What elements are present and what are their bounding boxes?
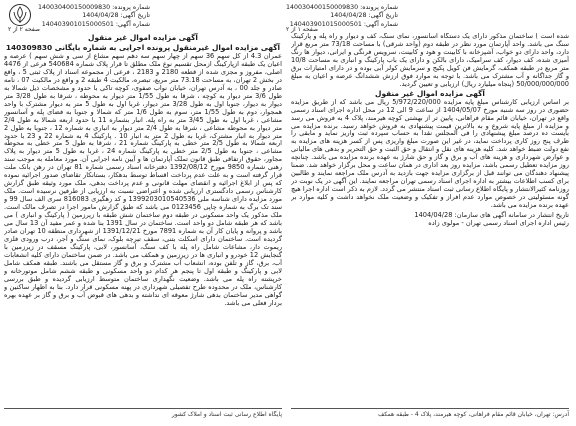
signature: رئیس اداره اجرای اسناد رسمی تهران - مولوی زاده: [428, 218, 569, 227]
notice-date: تاریخ آگهی: 1404/04/28: [330, 12, 399, 20]
publish-date: تاریخ انتشار در سامانه آگهی های سازمان: 1404/04/28: [414, 211, 569, 220]
notice-title: آگهی مزایده اموال غیر منقول: [88, 33, 198, 42]
footer-text: پایگاه اطلاع رسانی ثبت اسناد و املاک کشور: [171, 411, 282, 418]
left-column: [4, 33, 282, 409]
notice-number: شماره آگهی: 140403901015000501: [41, 20, 151, 28]
footer-divider: [291, 408, 569, 409]
right-column: [291, 33, 569, 409]
file-number: شماره پرونده: 140030400150009830: [38, 4, 151, 11]
body-paragraph: عمران 4.3 از کل سهم 36 سهم از چهار سهم سه دهم سهم مشاع از سی و شش سهم ) عرصه و اعیان یک طبقه ازپارکینگ ازمحل تقسیم نوع ملک مطلق تا قرار پلاک شماره 540684 فرعی از 4476 اصلی، مفروز و مجزی شده از قطعه 2180 و 2183 ، فرعی از مجموعه اسناد از پلاک ثبتی 5 ، واقع در بخش 2 تهران، به مساحت 73.18 متر مربع، تبصره، مالکیت 4 طبقه 2 و واقع در مالکیت 07 ، نامه صادر و جلد 00 ، به آدرس تهران، خیابان نواب صفوی، کوچه تاکی با حدود و مشخصات ذیل شمالا به طول 3/6 متر دیوار به کوچه ، شرقا به طول 1/55 متر دیوار به محوطه ، شرقا به طول 3/28 متر دیوار به دیوار، جنوبا اول به طول 3/28 متر دیوار، غربا اول به طول 5 متر به دیوار مشترک با واحد همجوار، دوم به طول 1/55 متر، سوم به طول 1/6 متر که شمالا و جنوبا به فضای پله و آسانسور مشاعی ، غربا اول به طول 3/45 متر به راه پله. انبار بشماره 11 با حدود اربعه شمالا به طول 2/4 متر دیوار به محوطه مشاعی ، شرقا به طول 2/4 متر دیوار به انباری به شماره 12 ، جنوبا به طول 2 متر دیوار به انبار مشترک، غربا به طول 2 متر به انبار 10 . پارکینگ 4 به شماره 22 و 23 با حدود اربعه شمالا به طول 2/5 متر خطی به پارکینگ شماره 21 ، شرقا به طول 5 متر خطی به محوطه مشاعی ، جنوبا به طول 2/5 متر خطی به پارکینگ شماره 24 ، غربا به طول 5 متر دیوار به پلاک مجاور، حقوق ارتفاقی طبق قانون تملک آپارتمان ها و آیین نامه اجرایی آن. مورد معامله به موجب سند رهنی شماره 9850 مورخ 1392/08/12 دفترخانه اسناد رسمی شماره 81 تهران در رهن بانک ملت قرار گرفته است و به علت عدم پرداخت اقساط توسط بدهکار، بستانکار تقاضای صدور اجرائیه نموده که پس از ابلاغ اجرائیه و انقضای مهلت قانونی و عدم پرداخت بدهی، ملک مورد وثیقه طبق گزارش کارشناس رسمی دادگستری ارزیابی شده و اعتراضی نسبت به ارزیابی از طرفین نرسیده است. ملک مورد مزایده دارای شناسه ملی 1399203010540536 و کد رهگیری 816083 سری الف سال 99 و سند تک برگ به شماره چاپی 0123456 می باشد که طبق گزارش مامور اجرا در تصرف مالک است. ملک مذکور یک واحد مسکونی در طبقه دوم ساختمان شش طبقه با زیرزمین ( پارکینگ و انباری ) می باشد که هر طبقه شامل دو واحد است. ساختمان در سال 1391 بنا شده و عمر مفید آن 13 سال می باشد و پروانه و پایان کار آن به شماره 7891 مورخ 1391/12/21 از شهرداری منطقه 10 تهران صادر گردیده است. ساختمان دارای اسکلت بتنی، سقف تیرچه بلوک، نمای سنگ و آجر، درب ورودی فلزی ریموت دار، مشاعات شامل راه پله با کف سنگ، آسانسور، لابی، پارکینگ مسقف در زیرزمین با گنجایش 12 خودرو و انباری ها در زیرزمین و همکف می باشد. در ضمن ساختمان دارای کلیه انشعابات آب، برق، گاز و تلفن بوده، انشعاب آب مشترک و برق و گاز مستقل می باشند. طبقه همکف شامل لابی و پارکینگ و طبقه اول تا پنجم هر کدام دو واحد مسکونی و طبقه ششم شامل موتورخانه و خرپشته راه پله می باشد. وضعیت نگهداری ساختمان متوسط ارزیابی گردیده و طبق بررسی کارشناس، ملک در محدوده طرح تفصیلی شهرداری در پهنه مسکونی قرار دارد. بنا به اظهار ساکنین و گواهی مدیر ساختمان بدهی شارژ معوقه ای نداشته و بدهی های قبوض آب و برق و گاز بر عهده بهره بردار فعلی می باشد.: [4, 52, 282, 307]
notice-date: تاریخ آگهی: 1404/04/28: [82, 12, 151, 20]
footer-text: آدرس: تهران، خیابان قائم مقام فراهانی، کوچه هیرمند، پلاک 4 - طبقه همکف: [378, 411, 569, 418]
notice-subtitle: آگهی مزایده اموال غیرمنقول پرونده اجرایی به شماره بایگانی 140309830: [5, 43, 281, 52]
body-paragraph: بر اساس ارزیابی کارشناس مبلغ پایه مزایده 5/972/220/000 ریال می باشد که از طریق مزایده حضوری در روز سه شنبه مورخ 1404/05/07 از ساعت 9 الی 12 در محل اداره اجرای اسناد رسمی واقع در تهران، خیابان قائم مقام فراهانی، پایین تر از بهشتی کوچه هیرمند، پلاک 4 به فروش می رسد و مزایده از مبلغ پایه شروع و به بالاترین قیمت پیشنهادی به فروش خواهد رسید. برنده مزایده می بایست ده درصد مبلغ پیشنهادی را فی المجلس نقدا به حساب سپرده ثبت واریز نماید و مابقی را ظرف پنج روز کاری پرداخت نماید، در غیر این صورت مبلغ واریزی پس از کسر هزینه های مزایده به نفع دولت ضبط خواهد شد. کلیه هزینه های نقل و انتقال و حق الثبت و حق التحریر و بدهی های مالیاتی و عوارض شهرداری و هزینه های آب و برق و گاز و حق شارژ به عهده برنده مزایده می باشد. چنانچه روز مزایده تعطیل رسمی باشد، مزایده روز بعد اداری در همان ساعت و محل برگزار خواهد شد. ضمنا پیشنهاد دهندگان می توانند قبل از برگزاری مزایده جهت بازدید به آدرس ملک مراجعه نمایند و طالبین برای کسب اطلاعات بیشتر به اداره اجرای اسناد رسمی تهران مراجعه نمایند. این آگهی در یک نوبت در روزنامه کثیرالانتشار و پایگاه اطلاع رسانی ثبت اسناد منتشر می گردد. لازم به ذکر است اداره اجرا هیچ گونه مسئولیتی در خصوص موارد عدم افراز و تفکیک و وضعیت ملک نخواهد داشت و کلیه موارد بر عهده برنده مزایده می باشد.: [291, 97, 569, 210]
notice-title: آگهی مزایده اموال غیر منقول: [375, 88, 485, 98]
page-number: صفحه ۱ از ۲: [286, 26, 318, 33]
left-page-meta: [38, 4, 150, 29]
intro-paragraph: شده است ) ساختمان مذکور دارای یک دستگاه آسانسور، نمای سنگ، کف و دیوار و راه پله و پارکینگ سنگ می باشد. واحد آپارتمان مورد نظر در طبقه دوم (واحد شرقی) با مساحت 73/18 متر مربع قرار دارد، واحد دارای دو خواب، آشپزخانه با کابینت و هود و کابینت، سرویس فرنگی و ایرانی، دیوار ها رنگ آمیزی شده، کف دیوار، کف سرامیک، دارای بالکن و دارای یک باب پارکینگ و انباری به مساحت 10/8 متر مربع در طبقه همکف، گرمایش فن کویل پکیج و سرمایش کولر آبی بوده و در دارای امتیازات برق و گاز جداگانه و آب مشترک می باشد. با توجه به موارد فوق ارزش ششدانگ عرصه و اعیان به مبلغ 50/000/000/000 (پنجاه میلیارد ریال) ارزیابی و تعیین گردید.: [291, 33, 569, 88]
emblem-icon: [8, 3, 32, 27]
page-number: صفحه ۲ از ۲: [8, 26, 40, 33]
file-number: شماره پرونده: 140030400150009830: [286, 4, 399, 11]
footer-divider: [4, 408, 282, 409]
notice-number: شماره آگهی: 140403901015000501: [289, 20, 399, 28]
